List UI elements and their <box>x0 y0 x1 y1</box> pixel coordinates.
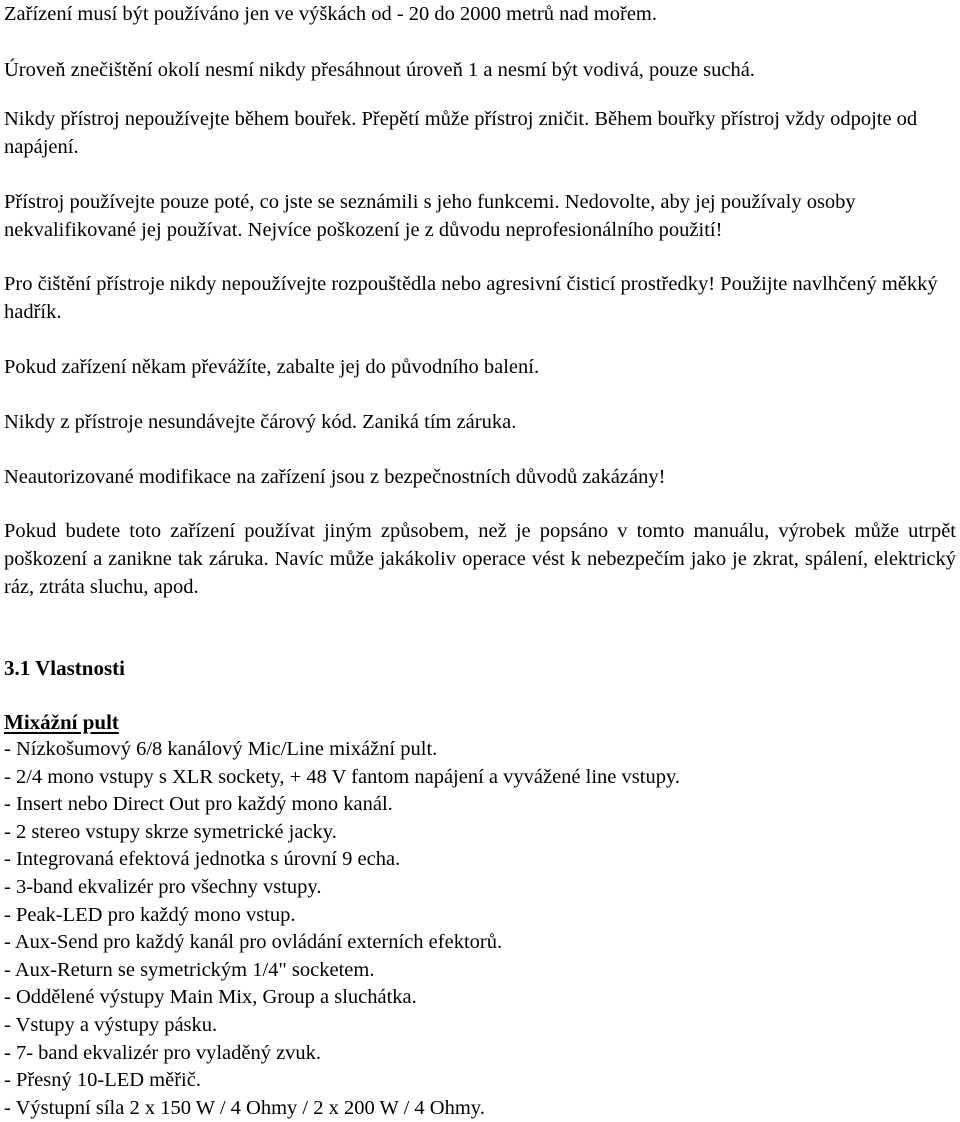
feature-item: - Výstupní síla 2 x 150 W / 4 Ohmy / 2 x 200 W / 4 Ohmy. <box>4 1096 485 1119</box>
transport-note: Pokud zařízení někam převážíte, zabalte jej do původního balení. <box>4 356 540 378</box>
altitude-note: Zařízení musí být používáno jen ve výškách od - 20 do 2000 metrů nad mořem. <box>4 3 657 25</box>
feature-item: - Oddělené výstupy Main Mix, Group a sluchátka. <box>4 986 417 1009</box>
feature-item: - 3-band ekvalizér pro všechny vstupy. <box>4 875 322 898</box>
section-heading: 3.1 Vlastnosti <box>4 656 125 680</box>
mixer-subheading: Mixážní pult <box>4 710 119 734</box>
feature-item: - Insert nebo Direct Out pro každý mono kanál. <box>4 793 393 816</box>
pollution-note: Úroveň znečištění okolí nesmí nikdy přesáhnout úroveň 1 a nesmí být vodivá, pouze suchá. <box>4 59 755 81</box>
feature-item: - Aux-Return se symetrickým 1/4" socketem. <box>4 958 375 981</box>
feature-item: - Peak-LED pro každý mono vstup. <box>4 903 296 926</box>
feature-item: - 2 stereo vstupy skrze symetrické jacky. <box>4 820 337 843</box>
feature-item: - Vstupy a výstupy pásku. <box>4 1013 218 1036</box>
feature-item: - Aux-Send pro každý kanál pro ovládání externích efektorů. <box>4 931 503 954</box>
modification-warning: Neautorizované modifikace na zařízení jsou z bezpečnostních důvodů zakázány! <box>4 466 666 488</box>
warranty-note: Pokud budete toto zařízení používat jiným způsobem, než je popsáno v tomto manuálu, výrobek může utrpět poškození a zanikne tak záruka. Navíc může jakákoliv operace vést k nebezpečím jako je zkrat, spálení, elektrický ráz, ztráta sluchu, apod. <box>4 520 956 598</box>
feature-list <box>4 736 944 1122</box>
feature-item: - 7- band ekvalizér pro vyladěný zvuk. <box>4 1041 322 1064</box>
cleaning-note: Pro čištění přístroje nikdy nepoužívejte rozpouštědla nebo agresivní čisticí prostředky! Použijte navlhčený měkký hadřík. <box>4 273 938 323</box>
barcode-note: Nikdy z přístroje nesundávejte čárový kód. Zaniká tím záruka. <box>4 411 517 433</box>
feature-item: - 2/4 mono vstupy s XLR sockety, + 48 V fantom napájení a vyvážené line vstupy. <box>4 765 680 788</box>
storm-warning: Nikdy přístroj nepoužívejte během bouřek. Přepětí může přístroj zničit. Během bouřky přístroj vždy odpojte od napájení. <box>4 108 918 158</box>
feature-item: - Nízkošumový 6/8 kanálový Mic/Line mixážní pult. <box>4 738 438 760</box>
qualified-use-note: Přístroj používejte pouze poté, co jste se seznámili s jeho funkcemi. Nedovolte, aby jej používaly osoby nekvalifikované jej používat. Nejvíce poškození je z důvodu neprofesionálního použití! <box>4 191 856 241</box>
feature-item: - Integrovaná efektová jednotka s úrovní 9 echa. <box>4 848 401 871</box>
feature-item: - Přesný 10-LED měřič. <box>4 1069 201 1092</box>
